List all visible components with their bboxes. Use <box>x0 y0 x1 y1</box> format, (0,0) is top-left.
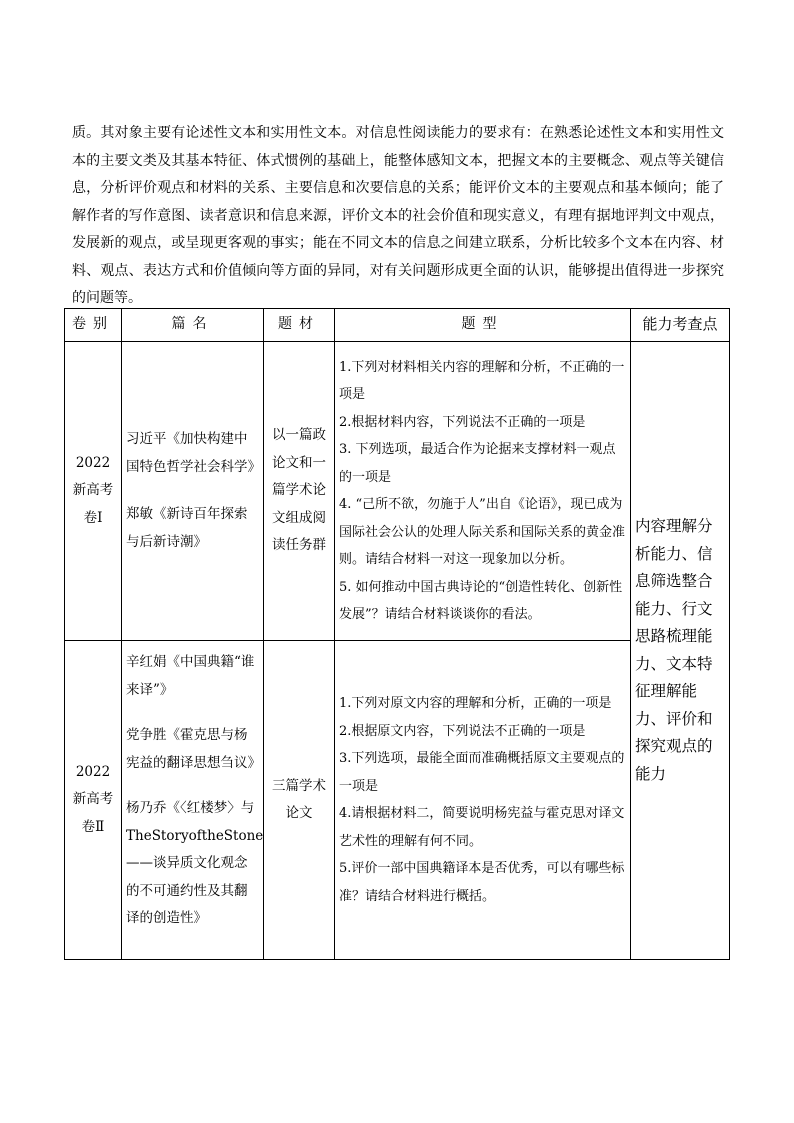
intro-paragraph: 质。其对象主要有论述性文本和实用性文本。对信息性阅读能力的要求有：在熟悉论述性文本和实用性文本的主要文类及其基本特征、体式惯例的基础上，能整体感知文本，把握文本的主要概念、观点等关键信息，分析评价观点和材料的关系、主要信息和次要信息的关系；能评价文本的主要观点和基本倾向；能了解作者的写作意图、读者意识和信息来源，评价文本的社会价值和现实意义，有理有据地评判文中观点，发展新的观点，或呈现更客观的事实；能在不同文本的信息之间建立联系，分析比较多个文本在内容、材料、观点、表达方式和价值倾向等方面的异同，对有关问题形成更全面的认识，能够提出值得进一步探究的问题等。 <box>72 125 724 306</box>
header-question-type: 题型 <box>335 309 631 342</box>
year: 2022 <box>75 454 111 471</box>
paper-name: 卷Ⅰ <box>83 509 103 526</box>
article-title: 辛红娟《中国典籍“谁来译”》 <box>126 654 255 698</box>
article-title: 习近平《加快构建中国特色哲学社会科学》 <box>126 431 261 475</box>
article-title: 党争胜《霍克思与杨宪益的翻译思想刍议》 <box>126 727 261 771</box>
material-cell: 以一篇政论文和一篇学术论文组成阅读任务群 <box>264 342 335 641</box>
paper-cell <box>65 342 122 641</box>
question-cell <box>335 342 631 641</box>
material-cell: 三篇学术论文 <box>264 641 335 960</box>
table-header-row <box>65 309 730 342</box>
title-cell <box>122 342 264 641</box>
exam-analysis-table <box>64 308 730 960</box>
question-item: 4.请根据材料二，简要说明杨宪益与霍克思对译文艺术性的理解有何不同。 <box>339 806 625 849</box>
exam-name: 新高考 <box>72 482 114 499</box>
header-paper: 卷别 <box>65 309 122 342</box>
year: 2022 <box>75 763 111 780</box>
question-item: 5.评价一部中国典籍译本是否优秀，可以有哪些标准？请结合材料进行概括。 <box>339 861 625 904</box>
exam-name: 新高考 <box>72 791 114 808</box>
question-cell <box>335 641 631 960</box>
question-item: 3. 下列选项，最适合作为论据来支撑材料一观点的一项是 <box>339 442 616 485</box>
paper-name: 卷Ⅱ <box>81 818 105 835</box>
question-item: 2.根据材料内容，下列说法不正确的一项是 <box>339 414 586 430</box>
ability-cell: 内容理解分析能力、信息筛选整合能力、行文思路梳理能力、文本特征理解能力、评价和探究观点的能力 <box>631 342 730 960</box>
header-title: 篇名 <box>122 309 264 342</box>
header-ability: 能力考查点 <box>631 309 730 342</box>
question-item: 3.下列选项，最能全面而准确概括原文主要观点的一项是 <box>339 751 625 794</box>
question-item: 1.下列对材料相关内容的理解和分析，不正确的一项是 <box>339 359 625 402</box>
question-item: 1.下列对原文内容的理解和分析，正确的一项是 <box>339 696 612 711</box>
table-row <box>65 641 730 960</box>
question-item: 4. “己所不欲，勿施于人”出自《论语》，现已成为国际社会公认的处理人际关系和国际关系的黄金准则。请结合材料一对这一现象加以分析。 <box>339 497 626 567</box>
article-title: 杨乃乔《〈红楼梦〉与TheStoryoftheStone——谈异质文化观念的不可通约性及其翻译的创造性》 <box>126 800 264 927</box>
header-material: 题材 <box>264 309 335 342</box>
table-row <box>65 342 730 641</box>
title-cell <box>122 641 264 960</box>
question-item: 2.根据原文内容，下列说法不正确的一项是 <box>339 723 586 739</box>
question-item: 5. 如何推动中国古典诗论的“创造性转化、创新性发展”？请结合材料谈谈你的看法。 <box>339 579 623 622</box>
paper-cell <box>65 641 122 960</box>
article-title: 郑敏《新诗百年探索与后新诗潮》 <box>126 506 248 550</box>
